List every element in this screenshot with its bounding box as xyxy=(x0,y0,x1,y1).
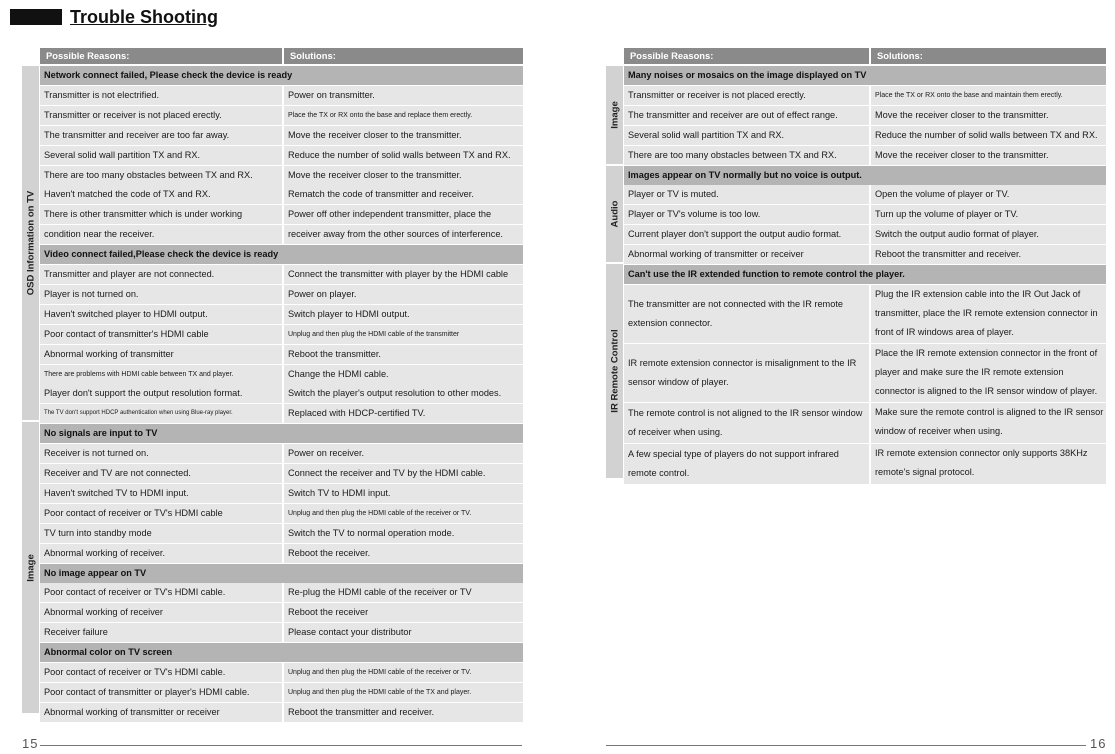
solution-cell: Connect the receiver and TV by the HDMI cable. xyxy=(284,464,523,483)
reason-cell: Player or TV's volume is too low. xyxy=(624,205,869,224)
solution-cell: Connect the transmitter with player by the HDMI cable xyxy=(284,265,523,284)
reason-cell: Poor contact of transmitter's HDMI cable xyxy=(40,325,282,344)
side-ir xyxy=(606,264,623,478)
side-label-ir: IR Remote Control xyxy=(609,329,620,413)
side-audio xyxy=(606,166,623,262)
ir-solution-cell: Place the IR remote extension connector in the front of player and make sure the IR remote extension connector is aligned to the IR sensor window of player. xyxy=(871,344,1106,402)
reason-cell: Abnormal working of receiver xyxy=(40,603,282,622)
solution-cell: Reboot the receiver xyxy=(284,603,523,622)
reason-cell: Poor contact of receiver or TV's HDMI cable. xyxy=(40,583,282,602)
reason-cell: Abnormal working of transmitter or receiver xyxy=(624,245,869,264)
solution-cell: Power on receiver. xyxy=(284,444,523,463)
reason-cell: Transmitter or receiver is not placed erectly. xyxy=(40,106,282,125)
solution-cell: Place the TX or RX onto the base and replace them erectly. xyxy=(284,106,523,125)
footer-line-left xyxy=(40,745,522,746)
reason-cell: Several solid wall partition TX and RX. xyxy=(624,126,869,145)
solution-cell: Move the receiver closer to the transmitter. xyxy=(284,166,523,185)
solution-cell: Turn up the volume of player or TV. xyxy=(871,205,1106,224)
reason-cell: Player is not turned on. xyxy=(40,285,282,304)
solution-cell: Unplug and then plug the HDMI cable of the receiver or TV. xyxy=(284,504,523,523)
solution-cell: Unplug and then plug the HDMI cable of the transmitter xyxy=(284,325,523,344)
solution-cell: Open the volume of player or TV. xyxy=(871,185,1106,204)
side-osd xyxy=(22,66,39,420)
side-label-audio: Audio xyxy=(609,200,620,228)
solution-cell: Switch TV to HDMI input. xyxy=(284,484,523,503)
solution-cell: Power on transmitter. xyxy=(284,86,523,105)
ir-reason-cell: The remote control is not aligned to the IR sensor window of receiver when using. xyxy=(624,403,869,443)
solution-cell: Reboot the receiver. xyxy=(284,544,523,563)
page-header xyxy=(10,8,218,26)
reason-cell: Player don't support the output resolution format. xyxy=(40,384,282,403)
solution-cell: Reboot the transmitter and receiver. xyxy=(284,703,523,722)
ir-reason-cell: IR remote extension connector is misalignment to the IR sensor window of player. xyxy=(624,344,869,402)
reason-cell: Haven't matched the code of TX and RX. xyxy=(40,185,282,204)
reason-cell: Abnormal working of receiver. xyxy=(40,544,282,563)
solution-cell: Move the receiver closer to the transmitter. xyxy=(284,126,523,145)
solution-cell: Place the TX or RX onto the base and maintain them erectly. xyxy=(871,86,1106,105)
reason-cell: Poor contact of receiver or TV's HDMI cable xyxy=(40,504,282,523)
reason-cell: Haven't switched TV to HDMI input. xyxy=(40,484,282,503)
page-number-left: 15 xyxy=(22,736,39,751)
solution-cell: Switch the output audio format of player. xyxy=(871,225,1106,244)
solution-cell: Move the receiver closer to the transmitter. xyxy=(871,106,1106,125)
side-image xyxy=(22,422,39,713)
reason-cell: There are problems with HDMI cable between TX and player. xyxy=(40,365,282,384)
ir-reason-cell: The transmitter are not connected with the IR remote extension connector. xyxy=(624,285,869,343)
solution-cell: Switch player to HDMI output. xyxy=(284,305,523,324)
solution-cell: Reboot the transmitter and receiver. xyxy=(871,245,1106,264)
solution-cell: Replaced with HDCP-certified TV. xyxy=(284,404,523,423)
reason-cell: Abnormal working of transmitter or receiver xyxy=(40,703,282,722)
reason-cell: condition near the receiver. xyxy=(40,225,282,244)
section-header: Can't use the IR extended function to remote control the player. xyxy=(624,265,1106,284)
ir-solution-cell: Plug the IR extension cable into the IR Out Jack of transmitter, place the IR remote extension connector in front of IR windows area of player. xyxy=(871,285,1106,343)
footer-line-right xyxy=(606,745,1086,746)
reason-cell: Transmitter is not electrified. xyxy=(40,86,282,105)
solution-cell: Power off other independent transmitter, place the xyxy=(284,205,523,224)
solution-cell: Change the HDMI cable. xyxy=(284,365,523,384)
reason-cell: Transmitter or receiver is not placed erectly. xyxy=(624,86,869,105)
reason-cell: The transmitter and receiver are too far away. xyxy=(40,126,282,145)
page-number-right: 16 xyxy=(1090,736,1107,751)
reason-cell: Transmitter and player are not connected. xyxy=(40,265,282,284)
reason-cell: There are too many obstacles between TX and RX. xyxy=(40,166,282,185)
solution-cell: Unplug and then plug the HDMI cable of the TX and player. xyxy=(284,683,523,702)
reason-cell: Receiver and TV are not connected. xyxy=(40,464,282,483)
side-label-osd: OSD Information on TV xyxy=(25,190,36,296)
solution-cell: Move the receiver closer to the transmitter. xyxy=(871,146,1106,165)
reason-cell: Receiver is not turned on. xyxy=(40,444,282,463)
header-solutions: Solutions: xyxy=(284,48,523,64)
section-header: Video connect failed,Please check the device is ready xyxy=(40,245,523,264)
reason-cell: The transmitter and receiver are out of effect range. xyxy=(624,106,869,125)
section-header: Images appear on TV normally but no voice is output. xyxy=(624,166,1106,185)
reason-cell: Receiver failure xyxy=(40,623,282,642)
reason-cell: Player or TV is muted. xyxy=(624,185,869,204)
reason-cell: Poor contact of transmitter or player's HDMI cable. xyxy=(40,683,282,702)
reason-cell: Several solid wall partition TX and RX. xyxy=(40,146,282,165)
header-solutions-right: Solutions: xyxy=(871,48,1106,64)
section-header: Abnormal color on TV screen xyxy=(40,643,523,662)
reason-cell: There are too many obstacles between TX and RX. xyxy=(624,146,869,165)
header-reasons-right: Possible Reasons: xyxy=(624,48,869,64)
reason-cell: The TV don't support HDCP authentication when using Blue-ray player. xyxy=(40,404,282,423)
ir-solution-cell: IR remote extension connector only supports 38KHz remote's signal protocol. xyxy=(871,444,1106,484)
header-reasons: Possible Reasons: xyxy=(40,48,282,64)
solution-cell: receiver away from the other sources of interference. xyxy=(284,225,523,244)
side-label-image: Image xyxy=(25,553,36,582)
reason-cell: There is other transmitter which is under working xyxy=(40,205,282,224)
side-label-image-right: Image xyxy=(609,101,620,129)
page-title: Trouble Shooting xyxy=(70,6,218,27)
right-troubleshooting-table xyxy=(606,48,1106,478)
solution-cell: Reboot the transmitter. xyxy=(284,345,523,364)
ir-reason-cell: A few special type of players do not support infrared remote control. xyxy=(624,444,869,484)
reason-cell: Haven't switched player to HDMI output. xyxy=(40,305,282,324)
solution-cell: Switch the TV to normal operation mode. xyxy=(284,524,523,543)
reason-cell: TV turn into standby mode xyxy=(40,524,282,543)
solution-cell: Please contact your distributor xyxy=(284,623,523,642)
solution-cell: Switch the player's output resolution to other modes. xyxy=(284,384,523,403)
section-header: Network connect failed, Please check the device is ready xyxy=(40,66,523,85)
reason-cell: Abnormal working of transmitter xyxy=(40,345,282,364)
side-image-right xyxy=(606,66,623,164)
reason-cell: Current player don't support the output audio format. xyxy=(624,225,869,244)
solution-cell: Power on player. xyxy=(284,285,523,304)
title-block-decoration xyxy=(10,9,62,25)
solution-cell: Reduce the number of solid walls between TX and RX. xyxy=(284,146,523,165)
left-troubleshooting-table xyxy=(22,48,523,717)
section-header: Many noises or mosaics on the image displayed on TV xyxy=(624,66,1106,85)
section-header: No signals are input to TV xyxy=(40,424,523,443)
solution-cell: Reduce the number of solid walls between TX and RX. xyxy=(871,126,1106,145)
solution-cell: Rematch the code of transmitter and receiver. xyxy=(284,185,523,204)
reason-cell: Poor contact of receiver or TV's HDMI cable. xyxy=(40,663,282,682)
solution-cell: Re-plug the HDMI cable of the receiver or TV xyxy=(284,583,523,602)
section-header: No image appear on TV xyxy=(40,564,523,583)
ir-solution-cell: Make sure the remote control is aligned to the IR sensor window of receiver when using. xyxy=(871,403,1106,443)
solution-cell: Unplug and then plug the HDMI cable of the receiver or TV. xyxy=(284,663,523,682)
